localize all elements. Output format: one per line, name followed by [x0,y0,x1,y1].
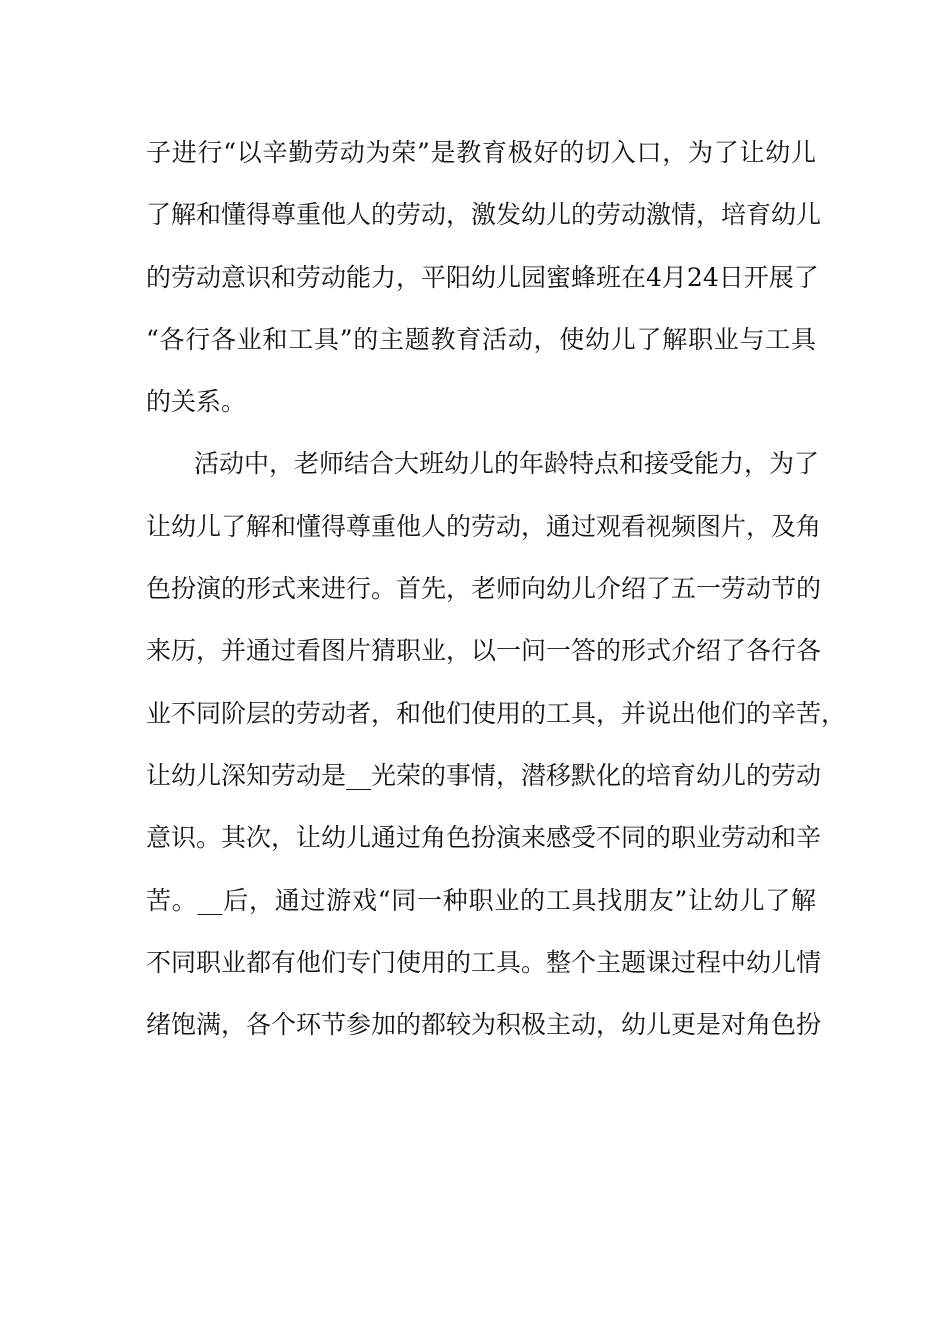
text-line: 的劳动意识和劳动能力，平阳幼儿园蜜蜂班在4月24日开展了 [146,262,819,292]
text-line-paragraph-end: 的关系。 [146,387,247,417]
text-line: 色扮演的形式来进行。首先，老师向幼儿介绍了五一劳动节的 [146,574,822,604]
text-line: 苦。__后，通过游戏“同一种职业的工具找朋友”让幼儿了解 [146,885,816,915]
text-line: 了解和懂得尊重他人的劳动，激发幼儿的劳动激情，培育幼儿 [146,200,822,230]
text-line-paragraph-start: 活动中，老师结合大班幼儿的年龄特点和接受能力，为了 [194,449,820,479]
text-line: 子进行“以辛勤劳动为荣”是教育极好的切入口，为了让幼儿 [146,138,816,167]
text-line: 绪饱满，各个环节参加的都较为积极主动，幼儿更是对角色扮 [146,1010,822,1040]
text-line: 业不同阶层的劳动者，和他们使用的工具，并说出他们的辛苦， [146,698,847,728]
text-line: 让幼儿深知劳动是__光荣的事情，潜移默化的培育幼儿的劳动 [146,760,822,790]
text-line: “各行各业和工具”的主题教育活动，使幼儿了解职业与工具 [146,324,816,354]
text-line: 不同职业都有他们专门使用的工具。整个主题课过程中幼儿情 [146,947,822,977]
body-text [146,127,847,1061]
text-line: 来历，并通过看图片猜职业，以一问一答的形式介绍了各行各 [146,636,822,666]
text-line: 意识。其次，让幼儿通过角色扮演来感受不同的职业劳动和辛 [146,823,822,853]
text-line: 让幼儿了解和懂得尊重他人的劳动，通过观看视频图片，及角 [146,511,822,541]
